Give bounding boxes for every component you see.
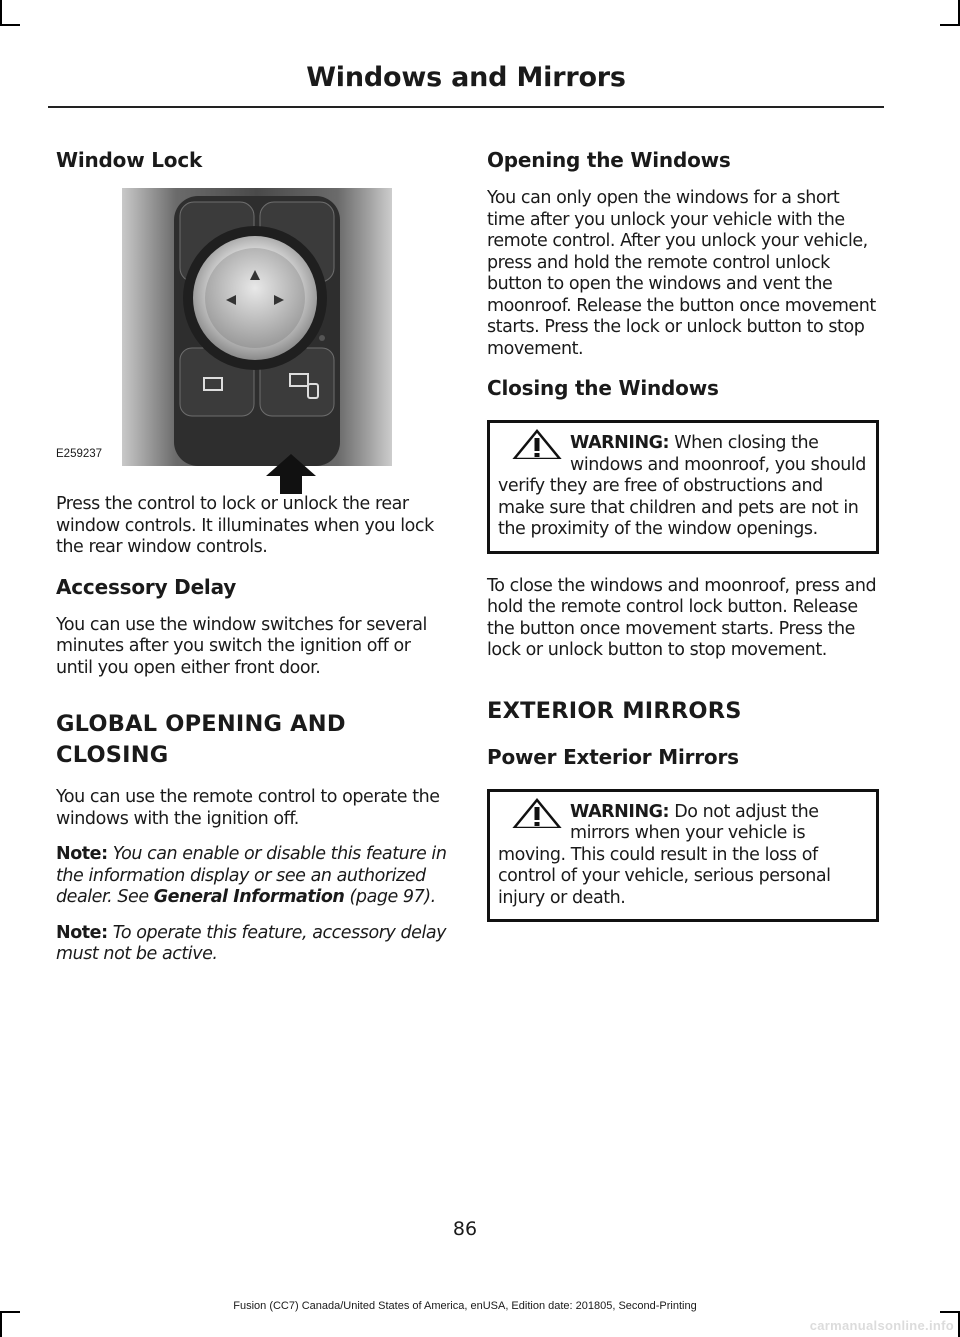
watermark: carmanualsonline.info xyxy=(809,1318,954,1333)
closing-body: To close the windows and moonroof, press and hold the remote control lock button. Release the button once movement starts. Press the lock or unlock button to stop movement. xyxy=(487,575,877,660)
opening-body: You can only open the windows for a short time after you unlock your vehicle with the remote control. After you unlock your vehicle, press and hold the remote control unlock button to open the windows and vent the moonroof. Release the button once movement starts. Press the lock or unlock button to stop movement. xyxy=(487,188,876,359)
crop-mark xyxy=(940,24,960,26)
global-heading-line2: CLOSING xyxy=(56,742,169,768)
note-1 xyxy=(56,844,448,909)
note-text: To operate this feature, accessory delay must not be active. xyxy=(56,922,447,964)
warning-box-mirrors xyxy=(487,789,879,923)
warning-text: When closing the windows and moonroof, you should verify they are free of obstructions and make sure that children and pets are not in the proximity of the window openings. xyxy=(498,433,866,539)
global-body: You can use the remote control to operate the windows with the ignition off. xyxy=(56,787,440,829)
page-title: Windows and Mirrors xyxy=(306,62,626,93)
page-header xyxy=(48,58,884,108)
note-text: You can enable or disable this feature in the information display or see an authorized dealer. See xyxy=(56,844,447,907)
right-column xyxy=(487,146,879,944)
crop-mark xyxy=(0,1313,2,1337)
section-heading-global xyxy=(56,709,448,771)
section-heading-closing: Closing the Windows xyxy=(487,376,719,400)
section-heading-exterior-mirrors: EXTERIOR MIRRORS xyxy=(487,697,742,724)
figure-id: E259237 xyxy=(56,448,103,460)
section-heading-window-lock: Window Lock xyxy=(56,148,203,172)
crop-mark xyxy=(0,24,20,26)
crop-mark xyxy=(940,1311,960,1313)
general-information-link[interactable]: General Information xyxy=(153,887,345,907)
accessory-delay-body: You can use the window switches for several minutes after you switch the ignition off or until you open either front door. xyxy=(56,614,427,678)
footer-edition: Fusion (CC7) Canada/United States of America, enUSA, Edition date: 201805, Second-Printing xyxy=(233,1300,697,1312)
left-column xyxy=(56,146,448,980)
warning-label: WARNING: xyxy=(570,801,670,822)
section-heading-power-mirrors: Power Exterior Mirrors xyxy=(487,744,739,769)
page-number: 86 xyxy=(452,1218,478,1240)
warning-icon xyxy=(510,429,564,459)
section-heading-accessory-delay: Accessory Delay xyxy=(56,574,237,599)
page-reference: (page 97). xyxy=(344,887,436,907)
note-2 xyxy=(56,923,448,966)
arrow-up-icon xyxy=(266,454,316,494)
note-label: Note: xyxy=(56,844,108,864)
note-label: Note: xyxy=(56,922,108,943)
window-lock-figure xyxy=(56,188,448,478)
section-heading-opening: Opening the Windows xyxy=(487,148,731,172)
crop-mark xyxy=(0,0,2,24)
warning-icon xyxy=(510,798,564,828)
warning-label: WARNING: xyxy=(570,433,670,453)
warning-text: Do not adjust the mirrors when your vehicle is moving. This could result in the loss of control of your vehicle, serious personal injury or death. xyxy=(498,801,831,908)
window-switch-photo xyxy=(122,188,392,466)
window-lock-body: Press the control to lock or unlock the rear window controls. It illuminates when you lock the rear window controls. xyxy=(56,494,434,557)
warning-box-closing xyxy=(487,420,879,554)
window-switch-illustration xyxy=(122,188,392,466)
global-heading-line1: GLOBAL OPENING AND xyxy=(56,711,346,737)
